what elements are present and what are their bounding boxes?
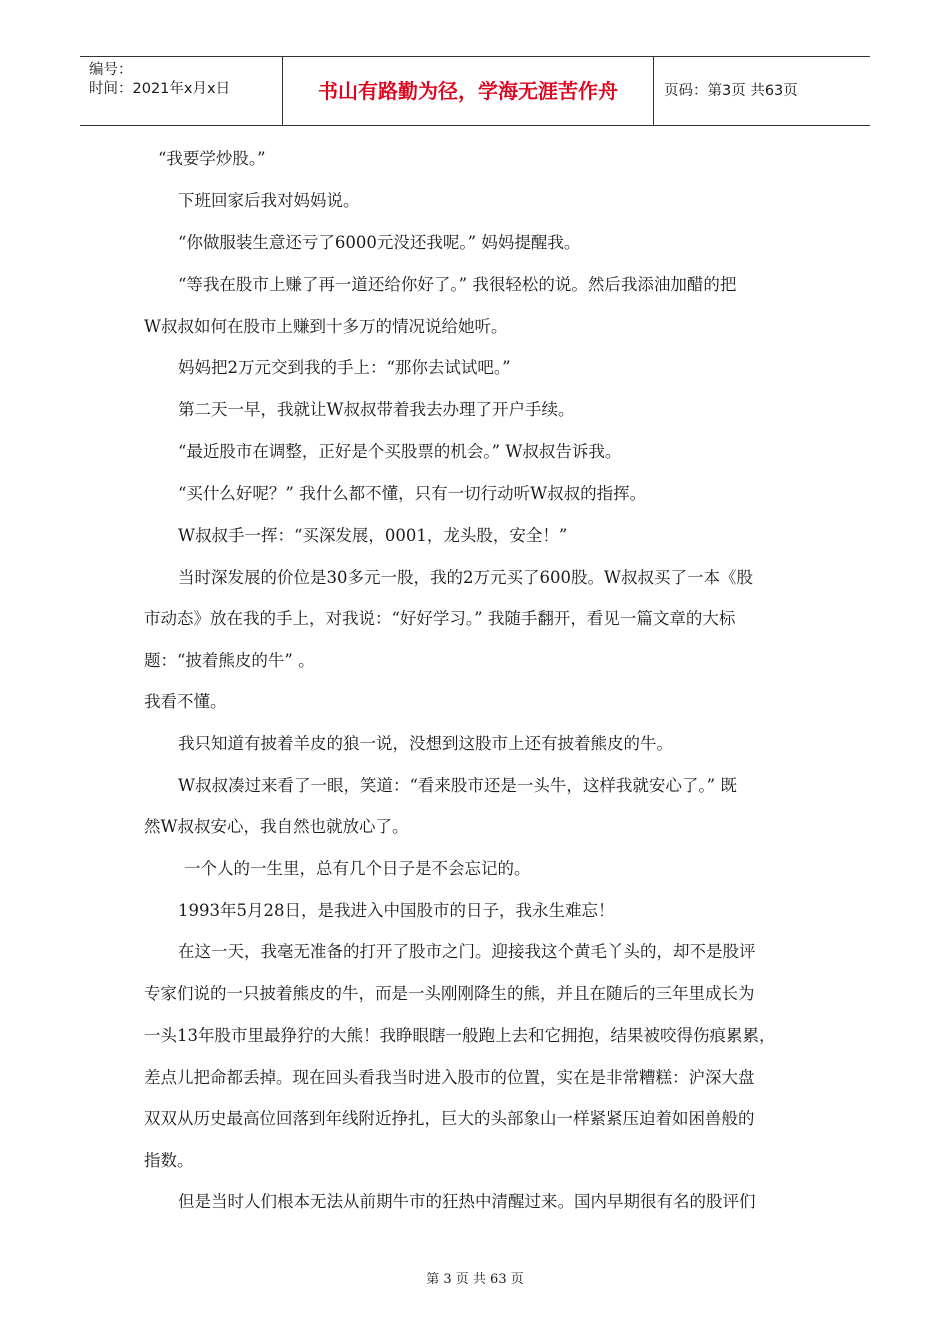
- page-header: [80, 56, 870, 126]
- text-line: 然W叔叔安心，我自然也就放心了。: [144, 817, 409, 836]
- page-footer: 第 3 页 共 63 页: [426, 1272, 524, 1287]
- text-line: “我要学炒股。”: [158, 149, 266, 168]
- text-line: “等我在股市上赚了再一道还给你好了。” 我很轻松的说。然后我添油加醋的把: [178, 275, 737, 294]
- text-line: 当时深发展的价位是30多元一股，我的2万元买了600股。W叔叔买了一本《股: [178, 568, 753, 587]
- text-line: 指数。: [144, 1151, 194, 1170]
- text-line: “你做服装生意还亏了6000元没还我呢。” 妈妈提醒我。: [178, 233, 581, 252]
- text-line: 1993年5月28日，是我进入中国股市的日子，我永生难忘！: [178, 901, 615, 920]
- text-line: 但是当时人们根本无法从前期牛市的狂热中清醒过来。国内早期很有名的股评们: [178, 1192, 756, 1211]
- text-line: 一头13年股市里最狰狞的大熊！我睁眼瞎一般跑上去和它拥抱，结果被咬得伤痕累累，: [144, 1026, 776, 1045]
- text-line: 差点儿把命都丢掉。现在回头看我当时进入股市的位置，实在是非常糟糕：沪深大盘: [144, 1068, 755, 1087]
- header-meta-cell: [80, 57, 283, 125]
- text-line: W叔叔凑过来看了一眼，笑道：“看来股市还是一头牛，这样我就安心了。” 既: [178, 776, 737, 795]
- header-motto: 书山有路勤为径，学海无涯苦作舟: [283, 57, 654, 125]
- text-line: 双双从历史最高位回落到年线附近挣扎，巨大的头部象山一样紧紧压迫着如困兽般的: [144, 1109, 755, 1128]
- text-line: 我看不懂。: [144, 692, 227, 711]
- text-line: 我只知道有披着羊皮的狼一说，没想到这股市上还有披着熊皮的牛。: [178, 734, 673, 753]
- text-line: 下班回家后我对妈妈说。: [178, 191, 360, 210]
- time-label: 时间：2021年x月x日: [89, 81, 231, 97]
- text-line: “买什么好呢？” 我什么都不懂，只有一切行动听W叔叔的指挥。: [178, 484, 647, 503]
- text-line: 一个人的一生里，总有几个日子是不会忘记的。: [184, 859, 531, 878]
- text-line: 市动态》放在我的手上，对我说：“好好学习。” 我随手翻开，看见一篇文章的大标: [144, 609, 736, 628]
- text-line: 第二天一早，我就让W叔叔带着我去办理了开户手续。: [178, 400, 575, 419]
- text-line: 妈妈把2万元交到我的手上：“那你去试试吧。”: [178, 358, 511, 377]
- text-line: W叔叔如何在股市上赚到十多万的情况说给她听。: [144, 317, 508, 336]
- text-line: 题：“披着熊皮的牛” 。: [144, 651, 315, 670]
- text-line: 专家们说的一只披着熊皮的牛，而是一头刚刚降生的熊，并且在随后的三年里成长为: [144, 984, 755, 1003]
- text-line: W叔叔手一挥：“买深发展，0001，龙头股，安全！”: [178, 526, 568, 545]
- number-label: 编号：: [89, 62, 133, 78]
- header-page-info: 页码：第3页 共63页: [664, 83, 798, 99]
- text-line: 在这一天，我毫无准备的打开了股市之门。迎接我这个黄毛丫头的，却不是股评: [178, 942, 756, 961]
- text-line: “最近股市在调整，正好是个买股票的机会。” W叔叔告诉我。: [178, 442, 622, 461]
